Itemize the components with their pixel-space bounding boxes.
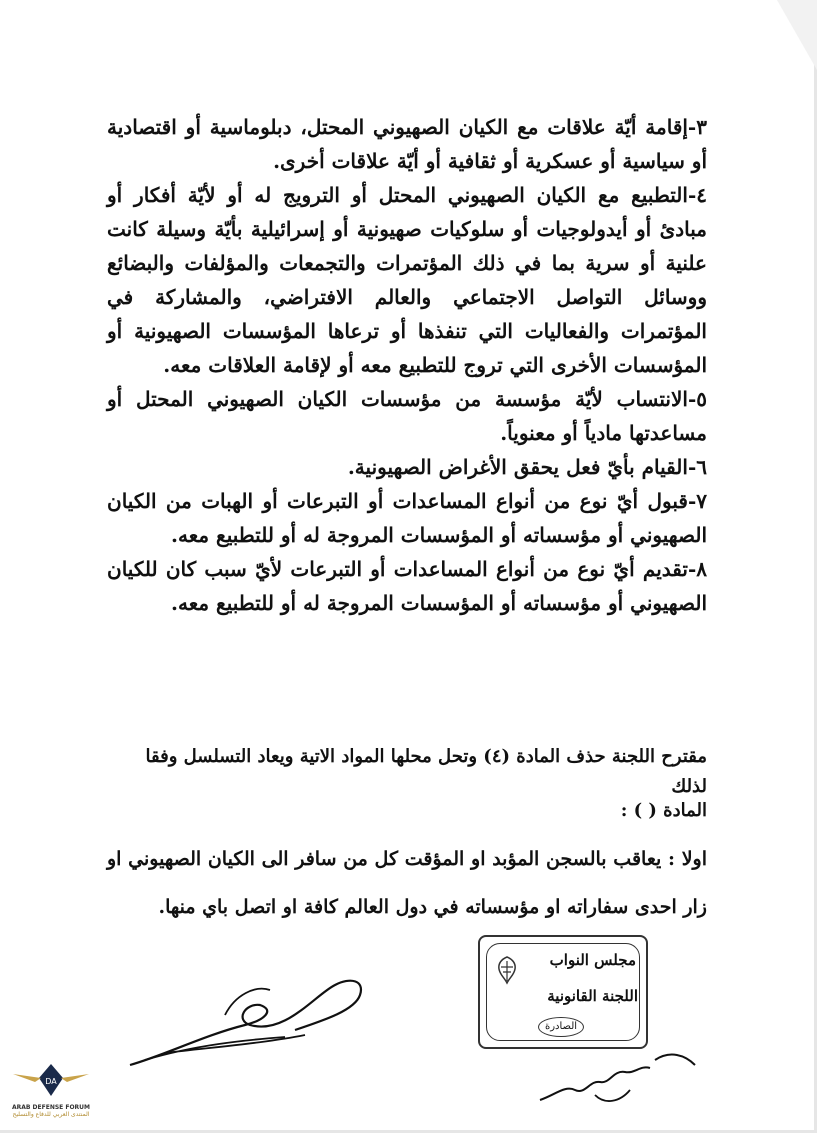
page-corner-fold (777, 0, 817, 70)
article-heading: المادة ( ) : (620, 800, 707, 821)
forum-subtitle: المنتدى العربي للدفاع والتسليح (12, 1111, 90, 1118)
item-6: ٦-القيام بأيّ فعل يحقق الأغراض الصهيونية. (347, 455, 707, 479)
forum-name: ARAB DEFENSE FORUM (11, 1104, 91, 1111)
item-7: ٧-قبول أيّ نوع من أنواع المساعدات أو التبرعات أو الهبات من الكيان الصهيوني أو مؤسساته أو المؤسسات المروجة له أو للتطبيع معه. (107, 489, 707, 547)
forum-watermark (6, 1060, 96, 1130)
item-3: ٣-إقامة أيّة علاقات مع الكيان الصهيوني المحتل، دبلوماسية أو اقتصادية أو سياسية أو عسكرية أو ثقافية أو أيّة علاقات أخرى. (107, 115, 707, 173)
item-5: ٥-الانتساب لأيّة مؤسسة من مؤسسات الكيان الصهيوني المحتل أو مساعدتها مادياً أو معنوياً. (107, 387, 707, 445)
stamp-oval-label: الصادرة (538, 1017, 584, 1037)
article-items (107, 110, 707, 620)
signature-right (535, 1040, 705, 1124)
signature-left (125, 965, 385, 1089)
forum-logo-text: DA (45, 1077, 57, 1086)
article-first-clause: اولا : يعاقب بالسجن المؤبد او المؤقت كل من سافر الى الكيان الصهيوني او زار احدى سفاراته او مؤسساته في دول العالم كافة او اتصل باي منها. (107, 848, 707, 918)
committee-proposal: مقترح اللجنة حذف المادة (٤) وتحل محلها المواد الاتية ويعاد التسلسل وفقا لذلك (145, 746, 707, 797)
item-8: ٨-تقديم أيّ نوع من أنواع المساعدات أو التبرعات لأيّ سبب كان للكيان الصهيوني أو مؤسساته أو المؤسسات المروجة له أو للتطبيع معه. (107, 557, 707, 615)
stamp-title: مجلس النواب (549, 951, 636, 969)
item-4: ٤-التطبيع مع الكيان الصهيوني المحتل أو الترويج له أو لأيّة أفكار أو مبادئ أو أيدولوجيات أو سلوكيات صهيونية أو إسرائيلية بأيّة وسيلة كانت علنية أو سرية بما في ذلك المؤتمرات والتجمعات والمؤلفات والبضائع ووسائل التواصل الاجتماعي والعالم الافتراضي، والمشاركة في المؤتمرات والفعاليات التي تنفذها أو ترعاها المؤسسات الصهيونية أو المؤسسات الأخرى التي تروج للتطبيع معه أو لإقامة العلاقات معه. (107, 183, 707, 377)
parliament-stamp (478, 935, 648, 1049)
eagle-emblem-icon (492, 953, 522, 995)
stamp-committee: اللجنة القانونية (547, 987, 638, 1005)
forum-logo-icon (11, 1060, 91, 1100)
